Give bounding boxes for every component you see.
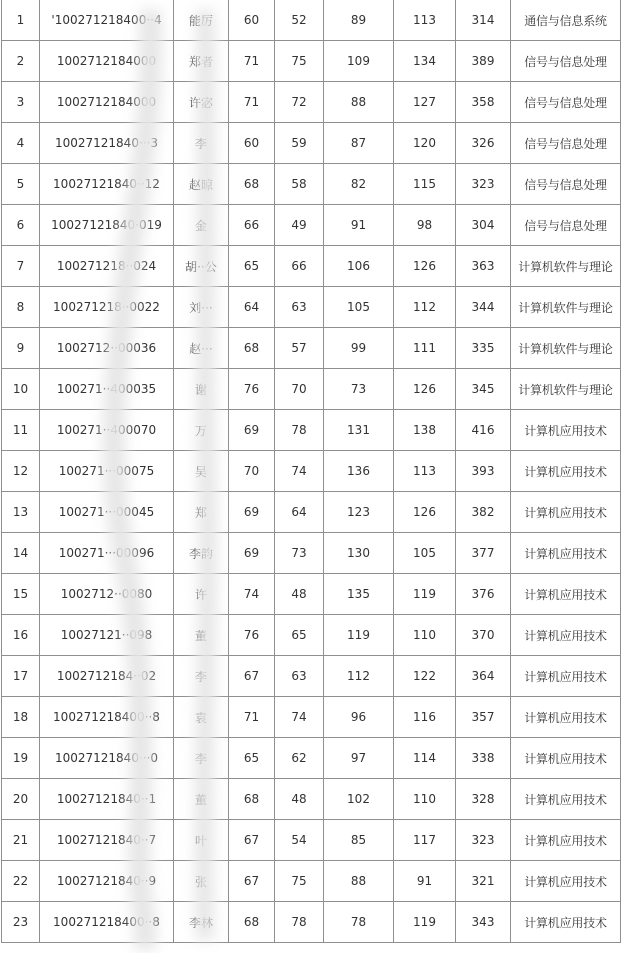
cell-no: 15 [2,574,40,615]
cell-exam-id: 10027121840···3 [40,123,174,164]
cell-exam-id: 1002712184000 [40,41,174,82]
cell-major: 计算机软件与理论 [511,246,621,287]
cell-major: 计算机应用技术 [511,615,621,656]
cell-total: 382 [456,492,511,533]
cell-exam-id: 10027121··098 [40,615,174,656]
cell-score-2: 63 [275,656,324,697]
cell-score-1: 71 [229,41,275,82]
cell-no: 1 [2,0,40,41]
cell-major: 计算机应用技术 [511,410,621,451]
cell-score-2: 62 [275,738,324,779]
cell-no: 2 [2,41,40,82]
cell-total: 326 [456,123,511,164]
cell-total: 377 [456,533,511,574]
cell-major: 计算机软件与理论 [511,328,621,369]
cell-exam-id: 100271218400··8 [40,697,174,738]
cell-major: 计算机应用技术 [511,492,621,533]
cell-score-2: 64 [275,492,324,533]
table-row [2,287,621,328]
cell-score-3: 89 [324,0,394,41]
cell-score-3: 82 [324,164,394,205]
cell-name: 李 [174,738,229,779]
table-row [2,123,621,164]
cell-major: 信号与信息处理 [511,205,621,246]
cell-score-3: 135 [324,574,394,615]
cell-total: 323 [456,164,511,205]
cell-exam-id: 100271···00096 [40,533,174,574]
cell-total: 416 [456,410,511,451]
cell-exam-id: 10027121840··7 [40,820,174,861]
cell-no: 10 [2,369,40,410]
cell-exam-id: 1002712··0080 [40,574,174,615]
cell-major: 计算机应用技术 [511,533,621,574]
cell-name: 万 [174,410,229,451]
cell-score-4: 134 [394,41,456,82]
cell-score-3: 106 [324,246,394,287]
cell-name: 郑 [174,492,229,533]
cell-name: 叶 [174,820,229,861]
table-row [2,738,621,779]
cell-total: 370 [456,615,511,656]
cell-exam-id: '100271218400··4 [40,0,174,41]
table-row [2,697,621,738]
cell-score-1: 65 [229,246,275,287]
table-row [2,82,621,123]
cell-score-4: 119 [394,902,456,943]
cell-no: 14 [2,533,40,574]
cell-score-3: 109 [324,41,394,82]
cell-major: 计算机应用技术 [511,820,621,861]
table-row [2,492,621,533]
cell-score-4: 114 [394,738,456,779]
cell-exam-id: 10027121840··9 [40,861,174,902]
cell-total: 321 [456,861,511,902]
cell-total: 323 [456,820,511,861]
cell-score-2: 49 [275,205,324,246]
cell-score-3: 96 [324,697,394,738]
cell-name: 能厉 [174,0,229,41]
cell-no: 13 [2,492,40,533]
cell-score-2: 74 [275,697,324,738]
cell-exam-id: 100271··400035 [40,369,174,410]
cell-total: 328 [456,779,511,820]
cell-score-1: 69 [229,410,275,451]
cell-exam-id: 100271··400070 [40,410,174,451]
cell-score-3: 131 [324,410,394,451]
cell-exam-id: 1002712184000 [40,82,174,123]
cell-score-3: 85 [324,820,394,861]
cell-score-4: 126 [394,492,456,533]
cell-major: 通信与信息系统 [511,0,621,41]
cell-major: 计算机软件与理论 [511,287,621,328]
cell-major: 信号与信息处理 [511,41,621,82]
cell-score-4: 112 [394,287,456,328]
cell-total: 363 [456,246,511,287]
cell-total: 344 [456,287,511,328]
cell-score-4: 127 [394,82,456,123]
cell-total: 338 [456,738,511,779]
cell-score-1: 67 [229,656,275,697]
cell-score-4: 110 [394,615,456,656]
cell-score-3: 105 [324,287,394,328]
cell-score-1: 68 [229,164,275,205]
table-row [2,410,621,451]
cell-score-1: 65 [229,738,275,779]
cell-major: 计算机应用技术 [511,779,621,820]
cell-no: 5 [2,164,40,205]
cell-score-2: 73 [275,533,324,574]
cell-score-3: 112 [324,656,394,697]
cell-name: 张 [174,861,229,902]
cell-score-4: 98 [394,205,456,246]
cell-score-2: 54 [275,820,324,861]
table-row [2,861,621,902]
cell-score-2: 70 [275,369,324,410]
cell-major: 计算机应用技术 [511,697,621,738]
cell-major: 信号与信息处理 [511,123,621,164]
cell-no: 22 [2,861,40,902]
cell-major: 计算机应用技术 [511,902,621,943]
cell-no: 17 [2,656,40,697]
cell-no: 20 [2,779,40,820]
cell-score-2: 78 [275,410,324,451]
cell-score-4: 116 [394,697,456,738]
cell-score-1: 76 [229,369,275,410]
cell-score-3: 130 [324,533,394,574]
table-row [2,451,621,492]
cell-exam-id: 100271···00045 [40,492,174,533]
table-row [2,205,621,246]
cell-name: 许 [174,574,229,615]
cell-score-4: 119 [394,574,456,615]
cell-exam-id: 100271···00075 [40,451,174,492]
cell-score-2: 74 [275,451,324,492]
cell-name: 赵晾 [174,164,229,205]
cell-score-2: 58 [275,164,324,205]
table-body [2,0,621,943]
cell-exam-id: 100271218··024 [40,246,174,287]
cell-score-1: 67 [229,861,275,902]
table-row [2,369,621,410]
table-row [2,164,621,205]
cell-no: 18 [2,697,40,738]
cell-score-3: 99 [324,328,394,369]
cell-score-4: 117 [394,820,456,861]
cell-score-3: 102 [324,779,394,820]
cell-score-2: 72 [275,82,324,123]
cell-score-2: 48 [275,574,324,615]
cell-name: 郑者 [174,41,229,82]
cell-total: 393 [456,451,511,492]
cell-score-2: 78 [275,902,324,943]
cell-score-1: 60 [229,123,275,164]
cell-name: 袁 [174,697,229,738]
cell-total: 358 [456,82,511,123]
cell-major: 信号与信息处理 [511,164,621,205]
cell-exam-id: 10027121840··1 [40,779,174,820]
cell-no: 23 [2,902,40,943]
cell-exam-id: 100271218400··8 [40,902,174,943]
cell-name: 胡··公 [174,246,229,287]
cell-exam-id: 10027121840··12 [40,164,174,205]
cell-name: 金 [174,205,229,246]
cell-name: 吴 [174,451,229,492]
cell-name: 李韵 [174,533,229,574]
cell-major: 计算机应用技术 [511,656,621,697]
cell-score-2: 66 [275,246,324,287]
cell-score-4: 113 [394,0,456,41]
cell-score-1: 68 [229,328,275,369]
cell-no: 11 [2,410,40,451]
cell-score-4: 126 [394,369,456,410]
cell-score-4: 138 [394,410,456,451]
cell-exam-id: 10027121840···0 [40,738,174,779]
cell-exam-id: 100271218··0022 [40,287,174,328]
cell-score-2: 57 [275,328,324,369]
cell-no: 6 [2,205,40,246]
cell-total: 335 [456,328,511,369]
cell-score-3: 91 [324,205,394,246]
cell-score-3: 97 [324,738,394,779]
cell-major: 计算机应用技术 [511,451,621,492]
cell-major: 计算机应用技术 [511,861,621,902]
cell-name: 李 [174,656,229,697]
table-row [2,615,621,656]
cell-score-4: 110 [394,779,456,820]
cell-score-4: 120 [394,123,456,164]
cell-total: 343 [456,902,511,943]
cell-no: 12 [2,451,40,492]
cell-exam-id: 1002712··00036 [40,328,174,369]
cell-no: 9 [2,328,40,369]
cell-score-1: 64 [229,287,275,328]
cell-score-2: 75 [275,41,324,82]
cell-name: 谢 [174,369,229,410]
cell-exam-id: 1002712184··02 [40,656,174,697]
cell-score-1: 68 [229,902,275,943]
cell-no: 16 [2,615,40,656]
cell-total: 314 [456,0,511,41]
cell-score-2: 63 [275,287,324,328]
table-row [2,902,621,943]
cell-score-1: 74 [229,574,275,615]
cell-name: 刘··· [174,287,229,328]
cell-total: 345 [456,369,511,410]
cell-score-3: 88 [324,82,394,123]
cell-total: 389 [456,41,511,82]
cell-name: 李林 [174,902,229,943]
cell-score-3: 73 [324,369,394,410]
cell-score-1: 66 [229,205,275,246]
cell-score-1: 69 [229,533,275,574]
cell-total: 357 [456,697,511,738]
cell-score-3: 78 [324,902,394,943]
cell-no: 21 [2,820,40,861]
cell-score-1: 70 [229,451,275,492]
cell-exam-id: 10027121840·019 [40,205,174,246]
cell-score-1: 71 [229,82,275,123]
cell-score-3: 136 [324,451,394,492]
cell-name: 李 [174,123,229,164]
cell-score-4: 105 [394,533,456,574]
table-row [2,533,621,574]
cell-score-2: 65 [275,615,324,656]
table-row [2,820,621,861]
cell-score-4: 111 [394,328,456,369]
cell-score-2: 59 [275,123,324,164]
cell-score-2: 75 [275,861,324,902]
cell-score-3: 88 [324,861,394,902]
cell-no: 7 [2,246,40,287]
table-row [2,246,621,287]
score-table [1,0,621,943]
cell-total: 364 [456,656,511,697]
cell-score-1: 68 [229,779,275,820]
cell-score-2: 48 [275,779,324,820]
cell-score-1: 67 [229,820,275,861]
cell-score-4: 122 [394,656,456,697]
cell-score-3: 87 [324,123,394,164]
cell-name: 董 [174,615,229,656]
cell-score-3: 119 [324,615,394,656]
cell-score-1: 69 [229,492,275,533]
table-row [2,779,621,820]
cell-score-1: 71 [229,697,275,738]
cell-name: 赵··· [174,328,229,369]
cell-score-4: 126 [394,246,456,287]
table-row [2,656,621,697]
cell-score-4: 113 [394,451,456,492]
cell-no: 4 [2,123,40,164]
table-row [2,41,621,82]
cell-score-3: 123 [324,492,394,533]
cell-no: 3 [2,82,40,123]
cell-name: 董 [174,779,229,820]
cell-score-4: 91 [394,861,456,902]
cell-major: 信号与信息处理 [511,82,621,123]
cell-no: 19 [2,738,40,779]
cell-major: 计算机应用技术 [511,574,621,615]
cell-score-2: 52 [275,0,324,41]
cell-name: 许宓 [174,82,229,123]
cell-no: 8 [2,287,40,328]
table-row [2,0,621,41]
cell-score-1: 76 [229,615,275,656]
cell-total: 376 [456,574,511,615]
cell-major: 计算机软件与理论 [511,369,621,410]
cell-score-1: 60 [229,0,275,41]
table-row [2,328,621,369]
cell-total: 304 [456,205,511,246]
cell-score-4: 115 [394,164,456,205]
table-row [2,574,621,615]
cell-major: 计算机应用技术 [511,738,621,779]
